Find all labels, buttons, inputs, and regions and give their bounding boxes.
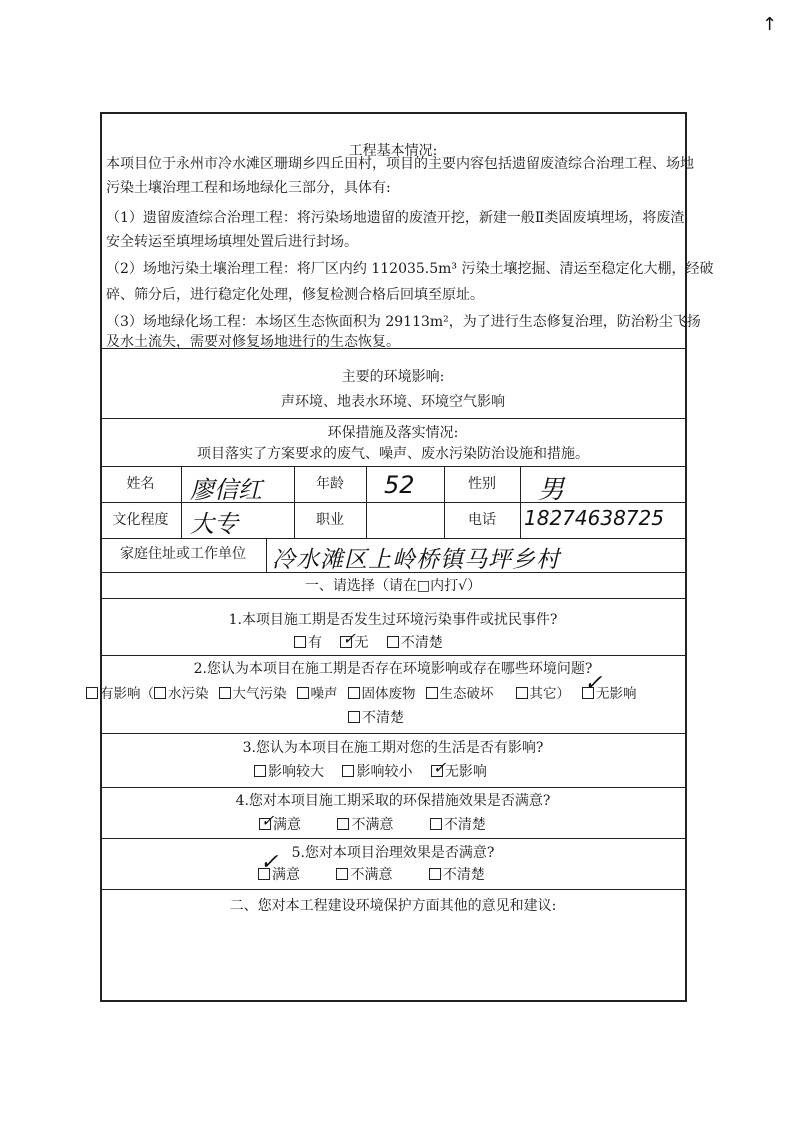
q2-option-water[interactable] [154,686,209,702]
option-label: 满意 [273,817,301,833]
q2-option-air[interactable] [219,686,287,702]
part2-heading: 二、您对本工程建设环境保护方面其他的意见和建议: [229,898,557,914]
checkbox-icon[interactable] [258,850,279,880]
education-label: 文化程度 [112,512,169,528]
q3-option-small[interactable] [342,764,412,780]
q3-options [254,758,501,780]
project-line: （2）场地污染土壤治理工程：将厂区内约 112035.5m³ 污染土壤挖掘、清运至稳定化大棚，经破 [106,261,714,277]
option-label: 不清楚 [443,817,486,833]
checkmark-icon: ✓ [432,758,447,777]
job-label: 职业 [316,512,344,528]
q5-text: 5.您对本项目治理效果是否满意? [291,845,495,861]
option-label: 水污染 [168,686,209,702]
checkbox-icon[interactable] [582,671,603,699]
corner-pen-mark: ↑ [762,14,778,35]
checkbox-icon[interactable] [387,636,399,648]
checkbox-icon[interactable] [154,687,166,699]
q4-text: 4.您对本项目施工期采取的环保措施效果是否满意? [235,793,551,809]
q1-text: 1.本项目施工期是否发生过环境污染事件或扰民事件? [228,612,558,628]
q2-option-noise[interactable] [297,686,338,702]
option-label: 无 [354,635,369,651]
checkbox-icon[interactable] [254,765,266,777]
option-label: 不满意 [351,817,394,833]
checkbox-icon[interactable] [348,687,360,699]
option-label: 不清楚 [400,635,443,651]
phone-label: 电话 [468,512,496,528]
project-line: 及水土流失，需要对修复场地进行的生态恢复。 [106,334,400,350]
q4-option-unsatisfied[interactable] [337,817,393,833]
q1-option-unclear[interactable] [387,635,443,651]
checkbox-icon[interactable] [336,868,348,880]
age-value[interactable]: 52 [384,471,415,499]
name-label: 姓名 [126,476,155,492]
q2-option-no-impact[interactable] [582,671,637,702]
part1-heading: 一、请选择（请在□内打√） [304,578,482,594]
q1-options [294,629,457,651]
project-line: 碎、筛分后，进行稳定化处理，修复检测合格后回填至原址。 [106,287,484,303]
q1-option-yes[interactable] [294,635,322,651]
gender-label: 性别 [468,476,496,492]
option-label: 无影响 [596,686,637,702]
impact-section-title: 主要的环境影响: [341,369,445,385]
q2-options-row2 [348,710,404,726]
option-label: 噪声 [310,686,338,702]
measures-content: 项目落实了方案要求的废气、噪声、废水污染防治设施和措施。 [197,446,589,462]
checkmark-icon: ✓ [260,850,279,875]
checkmark-icon: ✓ [584,671,603,696]
option-label: 有影响（ [100,686,154,702]
q4-option-unclear[interactable] [430,817,486,833]
option-label: 不清楚 [362,710,404,726]
checkbox-icon[interactable] [337,818,349,830]
address-value[interactable]: 冷水滩区上岭桥镇马坪乡村 [272,547,560,573]
option-label: 大气污染 [232,686,287,702]
checkbox-icon[interactable] [340,629,356,648]
option-label: 固体废物 [361,686,416,702]
q3-text: 3.您认为本项目在施工期对您的生活是否有影响? [242,740,544,756]
checkmark-icon: ✓ [342,629,356,648]
q4-option-satisfied[interactable] [259,811,301,833]
checkbox-icon[interactable] [297,687,309,699]
option-label: 影响较大 [268,764,324,780]
checkbox-icon[interactable] [516,687,528,699]
q3-option-large[interactable] [254,764,324,780]
checkbox-icon[interactable] [219,687,231,699]
gender-value[interactable]: 男 [538,475,565,505]
measures-section-title: 环保措施及落实情况: [327,425,459,441]
q2-option-solid-waste[interactable] [348,686,416,702]
address-label: 家庭住址或工作单位 [120,546,246,562]
checkmark-icon: ✓ [261,811,275,830]
q2-option-other[interactable] [516,686,571,702]
project-section-title: 工程基本情况: [348,143,438,159]
name-value[interactable]: 廖信红 [190,476,262,504]
q2-option-affected[interactable] [86,686,154,702]
checkbox-icon[interactable] [429,868,441,880]
project-line: 本项目位于永州市冷水滩区珊瑚乡四丘田村，项目的主要内容包括遗留废渣综合治理工程、场地 [106,156,694,172]
project-line: 安全转运至填埋场填埋处置后进行封场。 [106,234,358,250]
phone-value[interactable]: 18274638725 [524,506,664,530]
checkbox-icon[interactable] [431,758,447,777]
q4-options [259,811,486,833]
q5-option-unsatisfied[interactable] [336,867,392,883]
q2-text: 2.您认为本项目在施工期是否存在环境影响或存在哪些环境问题? [193,661,593,677]
checkbox-icon[interactable] [294,636,306,648]
project-line: （3）场地绿化场工程：本场区生态恢面积为 29113m²，为了进行生态修复治理，防治粉尘飞扬 [106,314,701,330]
suggestions-area[interactable] [102,920,685,998]
age-label: 年龄 [316,476,344,492]
impact-content: 声环境、地表水环境、环境空气影响 [281,394,505,410]
q2-option-unclear[interactable] [348,710,404,726]
option-label: 其它） [529,686,570,702]
checkbox-icon[interactable] [348,711,360,723]
checkbox-icon[interactable] [86,687,98,699]
q2-options-row1 [86,671,637,702]
option-label: 不清楚 [442,867,485,883]
q2-option-ecology[interactable] [426,686,494,702]
checkbox-icon[interactable] [426,687,438,699]
education-value[interactable]: 大专 [190,510,238,538]
q5-option-satisfied[interactable] [258,850,300,883]
q1-option-no[interactable] [340,629,369,651]
option-label: 无影响 [444,764,487,780]
q3-option-none[interactable] [431,758,487,780]
q5-option-unclear[interactable] [429,867,485,883]
checkbox-icon[interactable] [342,765,354,777]
project-line: 污染土壤治理工程和场地绿化三部分，具体有: [106,180,391,196]
project-line: （1）遗留废渣综合治理工程：将污染场地遗留的废渣开挖，新建一般Ⅱ类固废填埋场，将废渣 [106,210,685,226]
option-label: 有 [308,635,322,651]
checkbox-icon[interactable] [430,818,442,830]
option-label: 满意 [272,867,300,883]
option-label: 影响较小 [356,764,413,780]
option-label: 不满意 [350,867,393,883]
option-label: 生态破坏 [439,686,494,702]
checkbox-icon[interactable] [259,811,275,830]
